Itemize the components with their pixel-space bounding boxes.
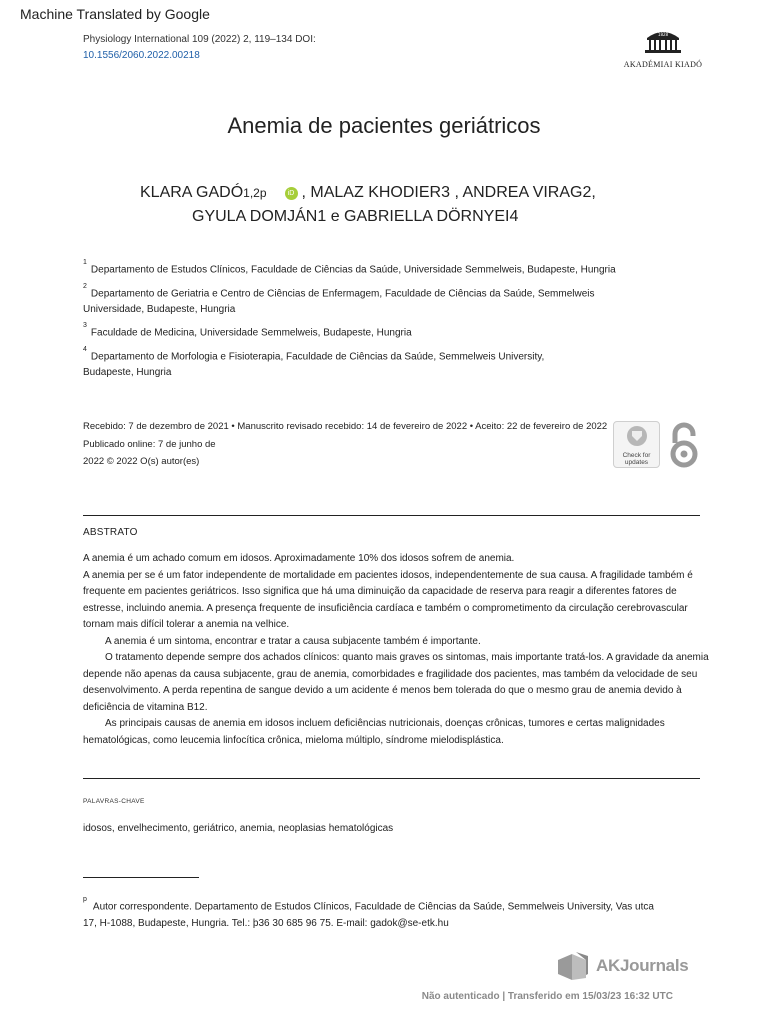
open-access-icon	[665, 421, 703, 469]
journal-citation: Physiology International 109 (2022) 2, 119–134 DOI:	[83, 34, 316, 45]
keywords-heading: PALAVRAS-CHAVE	[83, 798, 145, 805]
footnote-text: Autor correspondente. Departamento de Estudos Clínicos, Faculdade de Ciências da Saúde, Semmelweis University, Vas utca	[92, 901, 654, 913]
akjournals-wordmark: AKJournals	[596, 956, 689, 975]
footnote-text-cont: 17, H-1088, Budapeste, Hungria. Tel.: þ36 30 685 96 75. E-mail: gadok@se-etk.hu	[83, 918, 449, 930]
abstract-paragraph: As principais causas de anemia em idosos incluem deficiências nutricionais, doenças crônicas, tumores e certas malignidades hematológicas, como leucemia linfocítica crônica, mieloma múltiplo, síndrome mielodisplástica.	[83, 718, 665, 746]
affiliation-number: 4	[83, 346, 87, 353]
author-affiliation-mark: 1,2p	[243, 186, 267, 200]
affiliation-text: Departamento de Estudos Clínicos, Faculdade de Ciências da Saúde, Universidade Semmelweis, Budapeste, Hungria	[90, 264, 616, 276]
publisher-logo	[618, 28, 708, 68]
received-dates: Recebido: 7 de dezembro de 2021 • Manuscrito revisado recebido: 14 de fevereiro de 2022 • Aceito: 22 de fevereiro de 2022	[83, 421, 608, 432]
abstract-paragraph: O tratamento depende sempre dos achados clínicos: quanto mais graves os sintomas, mais importante tratá-los. A gravidade da anemia depende não apenas da causa subjacente, grau de anemia, comorbidades e fragilidade dos pacientes, mas também da velocidade de seu desenvolvimento. A perda repentina de sangue devido a um acidente é menos bem tolerada do que o mesmo grau de anemia devido à deficiência de vitamina B12.	[83, 652, 709, 713]
akjournals-icon	[556, 948, 592, 984]
abstract-paragraph: A anemia é um achado comum em idosos. Aproximadamente 10% dos idosos sofrem de anemia.	[83, 553, 515, 564]
author-name: KLARA GADÓ	[140, 184, 244, 201]
affiliation-number: 2	[83, 283, 87, 290]
corresponding-author-footnote	[83, 895, 703, 932]
footnote-mark: p	[83, 896, 87, 903]
publication-dates	[83, 418, 623, 471]
affiliation-text: Departamento de Geriatria e Centro de Ciências de Enfermagem, Faculdade de Ciências da Saúde, Semmelweis	[90, 288, 595, 300]
abstract-heading: ABSTRATO	[83, 527, 138, 538]
affiliation-text-cont: Universidade, Budapeste, Hungria	[83, 304, 236, 316]
check-updates-icon	[626, 425, 648, 447]
author-names-rest: , MALAZ KHODIER3 , ANDREA VIRAG2,	[301, 184, 596, 201]
footnote-divider	[83, 877, 199, 878]
publisher-year-mark: 1828	[657, 32, 669, 37]
affiliation-number: 1	[83, 259, 87, 266]
check-label: Check for	[622, 452, 651, 459]
affiliation-text: Departamento de Morfologia e Fisioterapia, Faculdade de Ciências da Saúde, Semmelweis University,	[90, 351, 545, 363]
affiliation-4	[83, 346, 683, 381]
affiliation-2	[83, 283, 683, 318]
publisher-name: AKADÉMIAI KIADÓ	[623, 60, 703, 69]
author-list	[140, 181, 700, 228]
abstract-paragraph: A anemia é um sintoma, encontrar e tratar a causa subjacente também é importante.	[105, 635, 481, 647]
check-label: updates	[624, 459, 649, 466]
download-stamp: Não autenticado | Transferido em 15/03/23 16:32 UTC	[421, 991, 673, 1002]
affiliation-text: Faculdade de Medicina, Universidade Semmelweis, Budapeste, Hungria	[90, 327, 412, 339]
affiliation-text-cont: Budapeste, Hungria	[83, 367, 172, 379]
akjournals-logo	[556, 948, 689, 984]
author-line-1	[140, 181, 700, 205]
check-for-updates-button[interactable]	[613, 421, 660, 468]
affiliation-1	[83, 259, 683, 278]
abstract-body	[83, 551, 709, 749]
keywords-text: idosos, envelhecimento, geriátrico, anemia, neoplasias hematológicas	[83, 823, 394, 834]
section-divider	[83, 515, 700, 516]
published-online: Publicado online: 7 de junho de	[83, 438, 216, 450]
orcid-icon[interactable]: iD	[285, 187, 298, 200]
article-title: Anemia de pacientes geriátricos	[227, 113, 541, 138]
section-divider	[83, 778, 700, 779]
machine-translation-banner: Machine Translated by Google	[20, 6, 210, 22]
affiliation-number: 3	[83, 322, 87, 329]
affiliation-3	[83, 322, 683, 341]
copyright-line: 2022 © 2022 O(s) autor(es)	[83, 456, 200, 467]
author-line-2: GYULA DOMJÁN1 e GABRIELLA DÖRNYEI4	[192, 208, 519, 225]
doi-link[interactable]: 10.1556/2060.2022.00218	[83, 50, 200, 61]
abstract-paragraph: A anemia per se é um fator independente de mortalidade em pacientes idosos, independentemente de sua causa. A fragilidade também é frequente em pacientes geriátricos. Isso significa que há uma diminuição da capacidade de reserva para reagir a diferentes fatores de estresse, incluindo anemia. A presença frequente de insuficiência cardíaca e também o comprometimento da circulação cerebrovascular tornam mais difícil tolerar a anemia na velhice.	[83, 569, 693, 630]
building-icon	[641, 28, 685, 54]
